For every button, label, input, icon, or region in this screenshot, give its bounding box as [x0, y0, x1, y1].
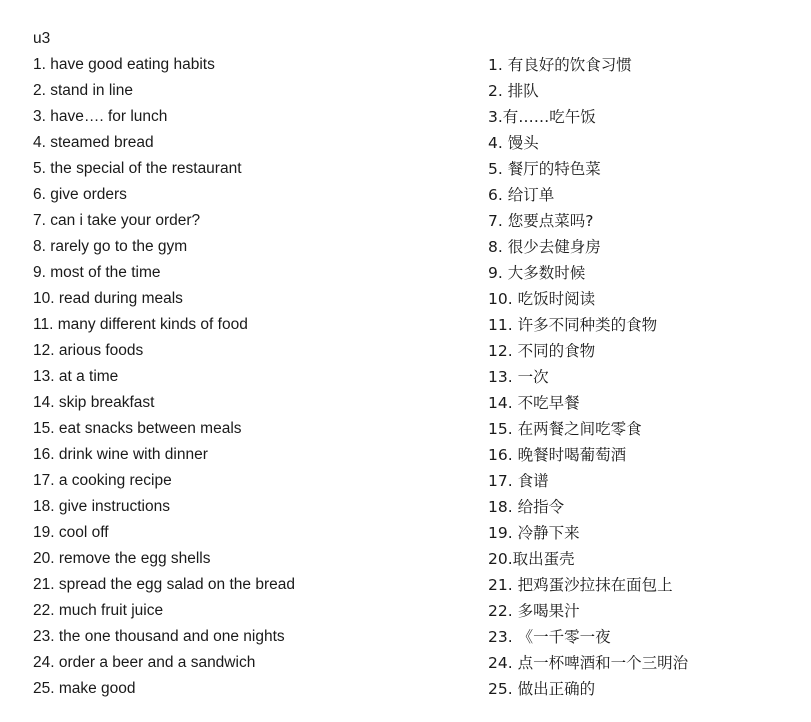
english-phrase: 1. have good eating habits: [33, 56, 215, 73]
english-phrase: 18. give instructions: [33, 498, 170, 515]
unit-title: u3: [33, 30, 51, 47]
english-phrase: 20. remove the egg shells: [33, 550, 211, 567]
english-phrase: 2. stand in line: [33, 82, 133, 99]
chinese-translation: 9. 大多数时候: [488, 264, 586, 282]
chinese-translation: 12. 不同的食物: [488, 342, 596, 360]
chinese-translation: 7. 您要点菜吗?: [488, 212, 594, 230]
chinese-translation: 2. 排队: [488, 82, 539, 100]
english-phrase: 4. steamed bread: [33, 134, 154, 151]
chinese-translation: 4. 馒头: [488, 134, 539, 152]
chinese-translation: 8. 很少去健身房: [488, 238, 601, 256]
chinese-translation: 16. 晚餐时喝葡萄酒: [488, 446, 627, 464]
english-phrase: 3. have…. for lunch: [33, 108, 168, 125]
english-phrase-list: [33, 55, 463, 705]
english-phrase: 6. give orders: [33, 186, 127, 203]
chinese-translation: 19. 冷静下来: [488, 524, 580, 542]
chinese-translation: 21. 把鸡蛋沙拉抹在面包上: [488, 576, 673, 594]
chinese-translation: 25. 做出正确的: [488, 680, 596, 698]
english-phrase: 23. the one thousand and one nights: [33, 628, 285, 645]
english-phrase: 12. arious foods: [33, 342, 144, 359]
english-phrase: 24. order a beer and a sandwich: [33, 654, 256, 671]
english-phrase: 8. rarely go to the gym: [33, 238, 188, 255]
english-phrase: 21. spread the egg salad on the bread: [33, 576, 295, 593]
english-phrase: 5. the special of the restaurant: [33, 160, 242, 177]
chinese-translation: 24. 点一杯啤酒和一个三明治: [488, 654, 689, 672]
chinese-translation: 3.有……吃午饭: [488, 108, 596, 126]
chinese-translation: 1. 有良好的饮食习惯: [488, 56, 632, 74]
chinese-translation: 15. 在两餐之间吃零食: [488, 420, 642, 438]
english-phrase: 7. can i take your order?: [33, 212, 201, 229]
chinese-translation: 18. 给指令: [488, 498, 565, 516]
english-phrase: 11. many different kinds of food: [33, 316, 248, 333]
chinese-translation: 5. 餐厅的特色菜: [488, 160, 601, 178]
english-phrase: 14. skip breakfast: [33, 394, 155, 411]
english-phrase: 10. read during meals: [33, 290, 183, 307]
chinese-translation: 17. 食谱: [488, 472, 549, 490]
english-phrase: 25. make good: [33, 680, 136, 697]
english-phrase: 13. at a time: [33, 368, 119, 385]
chinese-translation: 20.取出蛋壳: [488, 550, 575, 568]
english-phrase: 15. eat snacks between meals: [33, 420, 242, 437]
chinese-translation: 10. 吃饭时阅读: [488, 290, 596, 308]
chinese-translation: 22. 多喝果汁: [488, 602, 580, 620]
chinese-translation: 11. 许多不同种类的食物: [488, 316, 658, 334]
english-phrase: 19. cool off: [33, 524, 109, 541]
english-phrase: 16. drink wine with dinner: [33, 446, 208, 463]
chinese-translation: 14. 不吃早餐: [488, 394, 580, 412]
english-phrase: 22. much fruit juice: [33, 602, 164, 619]
chinese-translation-list: [488, 55, 788, 705]
chinese-translation: 6. 给订单: [488, 186, 555, 204]
english-phrase: 17. a cooking recipe: [33, 472, 172, 489]
chinese-translation: 23. 《一千零一夜: [488, 628, 611, 646]
chinese-translation: 13. 一次: [488, 368, 549, 386]
english-phrase: 9. most of the time: [33, 264, 161, 281]
